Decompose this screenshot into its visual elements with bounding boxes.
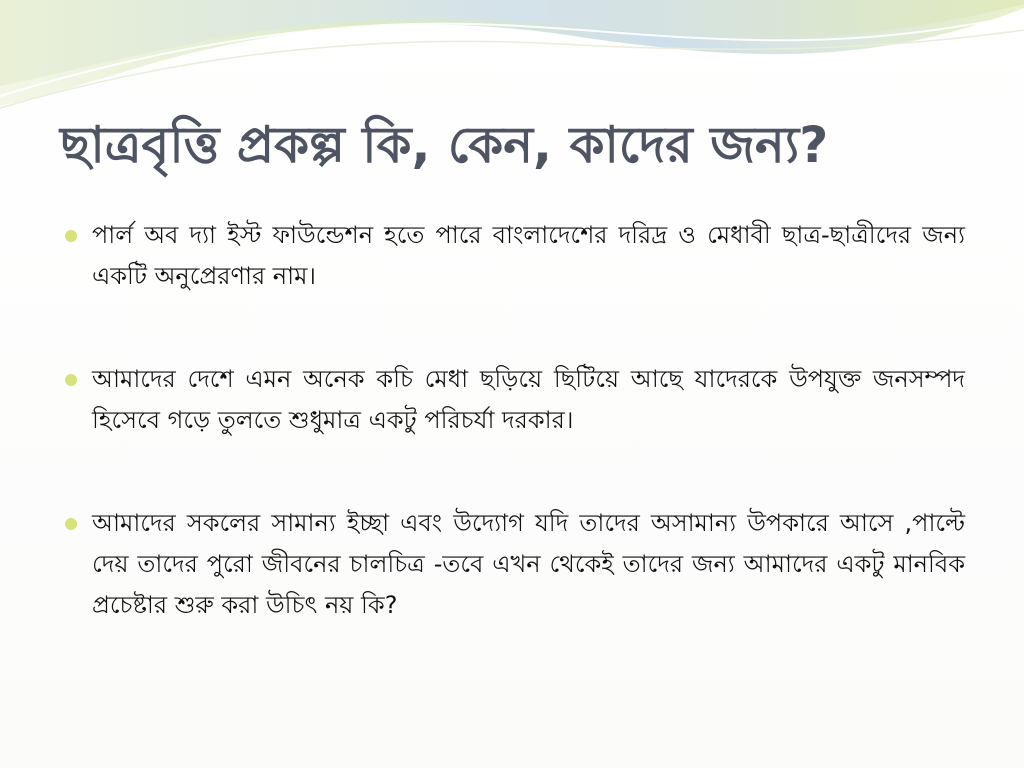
bullet-item	[60, 503, 965, 626]
bullet-text: আমাদের দেশে এমন অনেক কচি মেধা ছড়িয়ে ছিটিয়ে আছে যাদেরকে উপযুক্ত জনসম্পদ হিসেবে গড়ে তুলতে শুধুমাত্র একটু পরিচর্যা দরকার।	[92, 365, 965, 434]
slide-title: ছাত্রবৃত্তি প্রকল্প কি, কেন, কাদের জন্য?	[60, 116, 829, 174]
bullet-text: আমাদের সকলের সামান্য ইচ্ছা এবং উদ্যোগ যদি তাদের অসামান্য উপকারে আসে ,পাল্টে দেয় তাদের পুরো জীবনের চালচিত্র -তবে এখন থেকেই তাদের জন্য আমাদের একটু মানবিক প্রচেষ্টার শুরু করা উচিৎ নয় কি?	[92, 509, 965, 619]
bullet-item	[60, 215, 965, 297]
bullet-marker-icon	[65, 374, 77, 386]
bullet-item	[60, 359, 965, 441]
bullet-marker-icon	[65, 230, 77, 242]
header-wave-decoration	[0, 0, 1024, 120]
bullet-list	[60, 215, 965, 626]
bullet-text: পার্ল অব দ্যা ইস্ট ফাউন্ডেশন হতে পারে বাংলাদেশের দরিদ্র ও মেধাবী ছাত্র-ছাত্রীদের জন্য একটি অনুপ্রেরণার নাম।	[92, 221, 965, 290]
bullet-marker-icon	[65, 518, 77, 530]
